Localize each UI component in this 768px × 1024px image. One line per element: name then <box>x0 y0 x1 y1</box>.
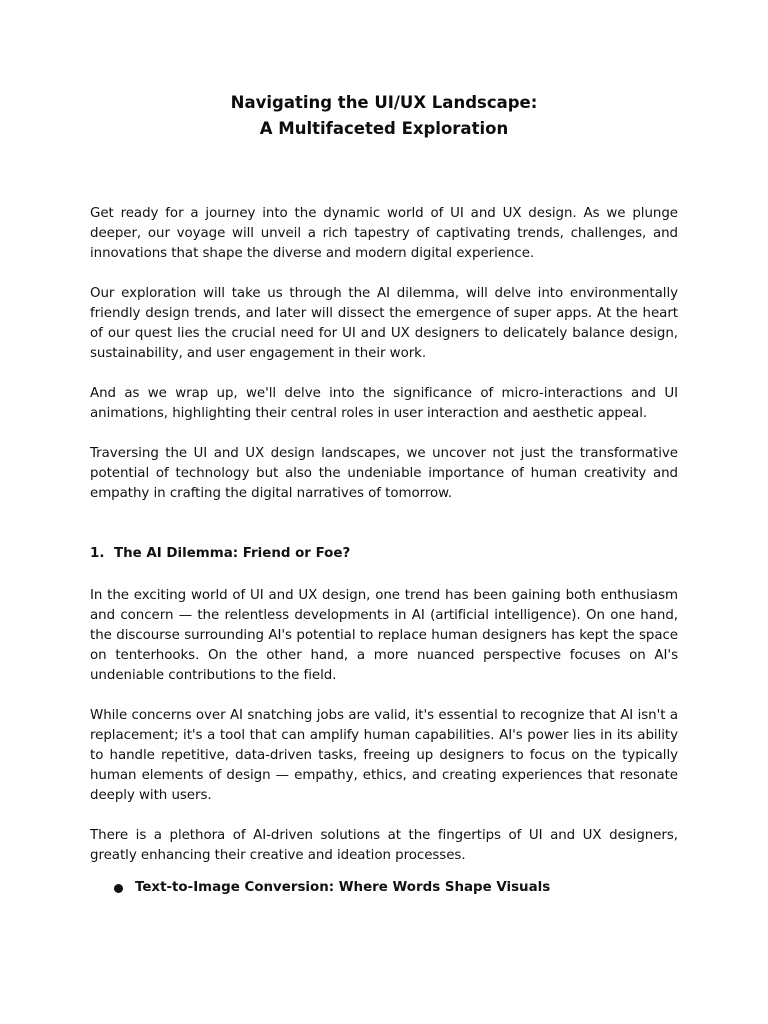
bullet-dot-icon <box>114 884 123 893</box>
section-1-heading <box>90 544 678 564</box>
intro-paragraph-1: Get ready for a journey into the dynamic world of UI and UX design. As we plunge deeper, our voyage will unveil a rich tapestry of captivating trends, challenges, and innovations that shape the diverse and modern digital experience. <box>90 206 678 261</box>
intro-paragraph-2: Our exploration will take us through the AI dilemma, will delve into environmentally friendly design trends, and later will dissect the emergence of super apps. At the heart of our quest lies the crucial need for UI and UX designers to delicately balance design, sustainability, and user engagement in their work. <box>90 286 678 361</box>
title-line-1: Navigating the UI/UX Landscape: <box>230 93 538 112</box>
bullet-item <box>90 878 678 898</box>
title-line-2: A Multifaceted Exploration <box>259 119 509 138</box>
intro-paragraph-4: Traversing the UI and UX design landscapes, we uncover not just the transformative potential of technology but also the undeniable importance of human creativity and empathy in crafting the digital narratives of tomorrow. <box>90 446 678 501</box>
section-1-heading-text: The AI Dilemma: Friend or Foe? <box>114 546 351 561</box>
section-1-paragraph-1: In the exciting world of UI and UX design, one trend has been gaining both enthusiasm and concern — the relentless developments in AI (artificial intelligence). On one hand, the discourse surrounding AI's potential to replace human designers has kept the space on tenterhooks. On the other hand, a more nuanced perspective focuses on AI's undeniable contributions to the field. <box>90 588 678 683</box>
section-1-paragraph-3: There is a plethora of AI-driven solutions at the fingertips of UI and UX designers, greatly enhancing their creative and ideation processes. <box>90 828 678 863</box>
section-1-paragraph-2: While concerns over AI snatching jobs are valid, it's essential to recognize that AI isn't a replacement; it's a tool that can amplify human capabilities. AI's power lies in its ability to handle repetitive, data-driven tasks, freeing up designers to focus on the typically human elements of design — empathy, ethics, and creating experiences that resonate deeply with users. <box>90 708 678 803</box>
bullet-item-text: Text-to-Image Conversion: Where Words Shape Visuals <box>135 880 551 895</box>
section-1-number: 1. <box>90 546 105 561</box>
document-title <box>90 90 678 142</box>
intro-paragraph-3: And as we wrap up, we'll delve into the significance of micro-interactions and UI animations, highlighting their central roles in user interaction and aesthetic appeal. <box>90 386 678 421</box>
document-page <box>90 90 678 898</box>
